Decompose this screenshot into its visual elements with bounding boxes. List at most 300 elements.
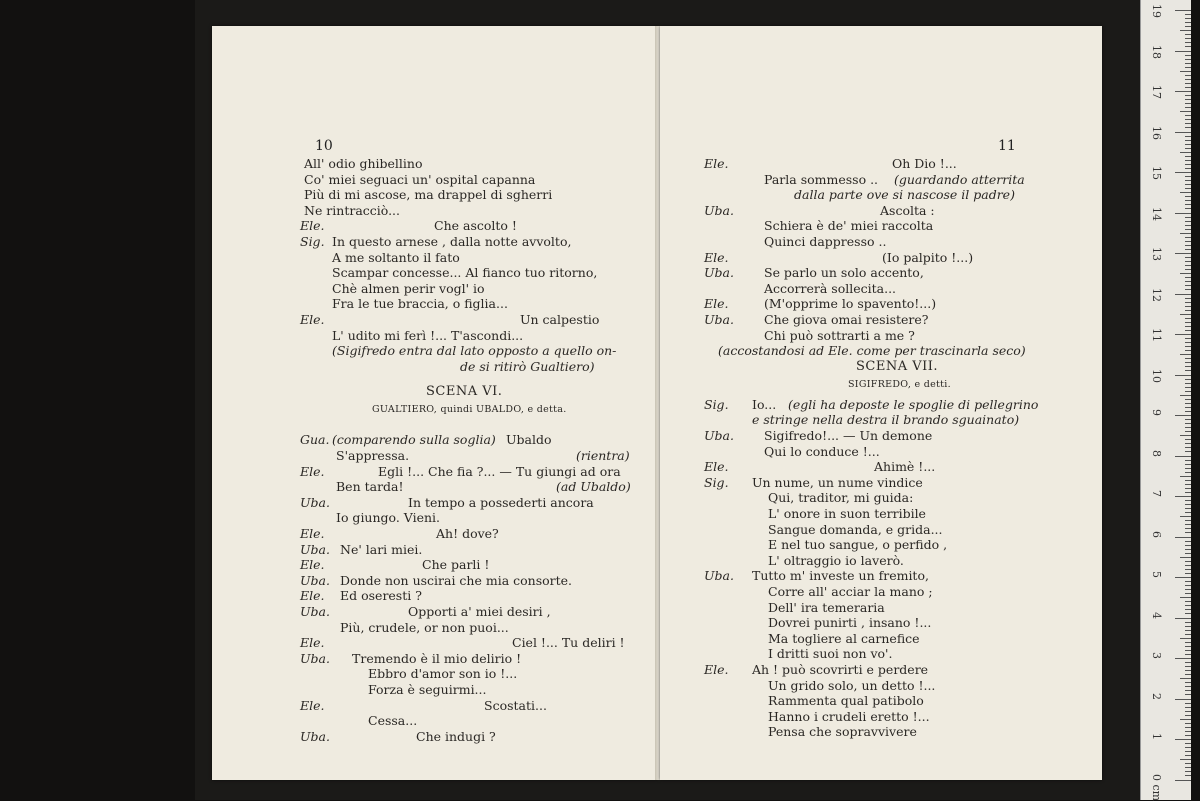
ruler-minor-tick [1185,87,1191,88]
text-line [660,490,1102,506]
line-text: Dovrei punirti , insano !... [768,615,932,631]
ruler-minor-tick [1185,22,1191,23]
ruler-minor-tick [1185,703,1191,704]
speaker-label: Sig. [300,234,325,249]
speaker-label: Ele. [300,697,325,713]
ruler-minor-tick [1185,674,1191,675]
ruler-minor-tick [1185,666,1191,667]
ruler-minor-tick [1185,188,1191,189]
ruler-minor-tick [1185,727,1191,728]
ruler-minor-tick [1185,204,1191,205]
line-text: Qui lo conduce !... [764,443,880,459]
ruler-minor-tick [1185,646,1191,647]
ruler-minor-tick [1185,605,1191,606]
ruler-minor-tick [1185,767,1191,768]
ruler-minor-tick [1185,581,1191,582]
speaker-label: Ele. [704,156,729,171]
ruler-minor-tick [1185,298,1191,299]
ruler-major-tick [1175,253,1191,254]
ruler-minor-tick [1185,160,1191,161]
ruler-minor-tick [1185,265,1191,266]
text-line [660,265,1102,281]
ruler-minor-tick [1185,622,1191,623]
ruler-label: 3 [1150,652,1163,659]
page-number-left: 10 [315,138,333,154]
speaker-label: Ele. [300,557,325,573]
ruler-minor-tick [1185,492,1191,493]
ruler-minor-tick [1185,585,1191,586]
ruler-minor-tick [1185,289,1191,290]
text-line [660,428,1102,444]
ruler-minor-tick [1185,484,1191,485]
right-page [660,26,1102,780]
ruler-minor-tick [1185,184,1191,185]
ruler-major-tick [1175,699,1191,700]
ruler-minor-tick [1185,682,1191,683]
ruler-minor-tick [1185,358,1191,359]
ruler-minor-tick [1185,626,1191,627]
line-text: Ahimè !... [874,459,936,475]
ruler-minor-tick [1185,119,1191,120]
ruler-minor-tick [1185,707,1191,708]
ruler-label: 1 [1150,733,1163,740]
ruler-minor-tick [1180,638,1191,639]
ruler-minor-tick [1180,759,1191,760]
text-line [212,666,658,682]
ruler-minor-tick [1185,208,1191,209]
text-line [660,234,1102,250]
text-line [212,156,658,172]
text-line [660,537,1102,553]
text-line [212,172,658,188]
ruler-minor-tick [1180,435,1191,436]
speaker-label: Uba. [704,265,734,281]
ruler-minor-tick [1180,273,1191,274]
speaker-label: Uba. [300,494,330,510]
ruler-minor-tick [1185,34,1191,35]
ruler-minor-tick [1185,634,1191,635]
text-line [660,343,1102,359]
ruler-minor-tick [1180,71,1191,72]
line-text: Fra le tue braccia, o figlia... [332,296,508,312]
text-line [660,631,1102,647]
text-line [660,724,1102,740]
ruler-minor-tick [1185,528,1191,529]
stage-direction: (guardando atterrita [894,171,1025,187]
ruler-minor-tick [1185,14,1191,15]
ruler-minor-tick [1185,310,1191,311]
line-text: S'appressa. [336,448,410,463]
text-line [212,526,658,542]
ruler-minor-tick [1185,755,1191,756]
ruler-minor-tick [1180,111,1191,112]
speaker-label: Sig. [704,474,729,490]
ruler-minor-tick [1180,597,1191,598]
line-text: In questo arnese , dalla notte avvolto, [332,234,572,249]
ruler-minor-tick [1185,686,1191,687]
ruler-minor-tick [1185,338,1191,339]
speaker-label: Uba. [704,428,734,443]
line-text: Io... [752,396,777,412]
ruler-label: 11 [1150,328,1163,342]
ruler-minor-tick [1185,318,1191,319]
ruler-minor-tick [1185,431,1191,432]
text-line [660,156,1102,172]
ruler-label: 15 [1150,166,1163,180]
text-line [660,296,1102,312]
line-text: Donde non uscirai che mia consorte. [340,572,573,588]
text-line [212,218,658,234]
line-text: I dritti suoi non vo'. [768,646,893,662]
speaker-label: Ele. [300,312,325,327]
text-line [660,397,1102,413]
ruler-minor-tick [1185,257,1191,258]
ruler-minor-tick [1185,731,1191,732]
text-line [212,729,658,745]
line-text: Chè almen perir vogl' io [332,280,485,296]
ruler-minor-tick [1185,229,1191,230]
ruler-minor-tick [1185,735,1191,736]
ruler-minor-tick [1180,719,1191,720]
text-line [660,218,1102,234]
text-line [660,600,1102,616]
text-line [212,464,658,480]
ruler-minor-tick [1185,200,1191,201]
speaker-label: Ele. [704,662,729,677]
text-line [212,479,658,495]
ruler-minor-tick [1185,715,1191,716]
ruler-minor-tick [1185,241,1191,242]
ruler-major-tick [1175,496,1191,497]
ruler-minor-tick [1185,342,1191,343]
ruler-minor-tick [1185,747,1191,748]
line-text: Pensa che sopravvivere [768,724,917,740]
line-text: Cessa... [368,713,418,729]
text-line [660,568,1102,584]
text-line [660,584,1102,600]
ruler-minor-tick [1180,516,1191,517]
line-text: L' oltraggio io laverò. [768,552,904,568]
ruler-minor-tick [1185,403,1191,404]
line-text: Ebbro d'amor son io !... [368,666,518,682]
line-text: Scostati... [484,697,547,713]
ruler-major-tick [1175,375,1191,376]
ruler-minor-tick [1185,423,1191,424]
text-line [212,343,658,359]
ruler-minor-tick [1185,723,1191,724]
ruler-minor-tick [1185,488,1191,489]
ruler-minor-tick [1185,144,1191,145]
speaker-label: Ele. [704,459,729,475]
line-text: Ben tarda! [336,479,404,495]
text-line [212,573,658,589]
ruler-minor-tick [1185,532,1191,533]
speaker-label: Uba. [300,572,330,588]
text-line [212,328,658,344]
ruler-minor-tick [1180,476,1191,477]
ruler-label: 0 cm [1150,773,1163,801]
line-text: Un nume, un nume vindice [752,474,923,490]
line-text: All' odio ghibellino [304,156,423,171]
text-line [212,281,658,297]
ruler-minor-tick [1185,549,1191,550]
ruler-major-tick [1175,213,1191,214]
text-line [212,448,658,464]
line-text: Che indugi ? [416,728,496,744]
ruler-label: 2 [1150,692,1163,700]
line-text: Un calpestio [520,312,600,327]
text-line [212,588,658,604]
ruler-minor-tick [1185,55,1191,56]
ruler-minor-tick [1185,237,1191,238]
scene-heading [212,384,658,400]
text-line [212,312,658,328]
ruler-minor-tick [1185,541,1191,542]
line-text: Scampar concesse... Al fianco tuo ritorno, [332,265,598,281]
ruler-minor-tick [1185,630,1191,631]
line-text: Ne' lari miei. [340,541,423,557]
text-line [212,620,658,636]
ruler-minor-tick [1185,743,1191,744]
line-text: Ascolta : [880,202,935,218]
ruler-minor-tick [1185,447,1191,448]
line-text: Forza è seguirmi... [368,682,487,697]
ruler-minor-tick [1185,245,1191,246]
text-line [212,495,658,511]
ruler-minor-tick [1185,281,1191,282]
ruler-minor-tick [1185,763,1191,764]
ruler-minor-tick [1185,366,1191,367]
ruler-label: 5 [1150,571,1163,578]
speaker-label: Uba. [704,202,734,218]
speaker-label: Uba. [300,650,330,666]
line-text: Oh Dio !... [892,156,957,171]
ruler-minor-tick [1185,95,1191,96]
stage-direction: (egli ha deposte le spoglie di pellegrino [788,396,1039,412]
ruler-minor-tick [1185,500,1191,501]
measurement-ruler [1140,0,1191,800]
ruler-label: 4 [1150,611,1163,619]
ruler-minor-tick [1185,269,1191,270]
ruler-minor-tick [1185,504,1191,505]
text-line [660,615,1102,631]
line-text: E nel tuo sangue, o perfido , [768,537,948,553]
text-line [660,312,1102,328]
speaker-label: Gua. [300,432,330,448]
ruler-major-tick [1175,334,1191,335]
speaker-label: Ele. [300,526,325,541]
line-text: Tremendo è il mio delirio ! [352,650,522,666]
page-number-right: 11 [998,138,1016,154]
ruler-label: 14 [1150,206,1163,221]
text-line [212,682,658,698]
text-line [660,250,1102,266]
ruler-minor-tick [1185,443,1191,444]
ruler-minor-tick [1185,83,1191,84]
text-line [212,713,658,729]
text-line [212,234,658,250]
ruler-minor-tick [1185,391,1191,392]
line-text: Dell' ira temeraria [768,599,885,615]
text-line [660,475,1102,491]
speaker-label: Ele. [300,463,325,479]
ruler-major-tick [1175,10,1191,11]
line-text: Chi può sottrarti a me ? [764,327,915,343]
line-text: Schiera è de' miei raccolta [764,218,934,234]
scene-characters [660,377,1102,393]
ruler-minor-tick [1180,395,1191,396]
ruler-minor-tick [1185,439,1191,440]
ruler-minor-tick [1185,46,1191,47]
ruler-minor-tick [1185,249,1191,250]
ruler-label: 17 [1150,85,1163,99]
ruler-minor-tick [1185,362,1191,363]
ruler-minor-tick [1185,771,1191,772]
line-text: Se parlo un solo accento, [764,265,924,281]
ruler-major-tick [1175,294,1191,295]
line-text: Qui, traditor, mi guida: [768,490,914,506]
ruler-minor-tick [1185,196,1191,197]
ruler-minor-tick [1185,176,1191,177]
line-text: Più, crudele, or non puoi... [340,619,509,635]
ruler-minor-tick [1185,472,1191,473]
speaker-label: Sig. [704,396,729,412]
ruler-minor-tick [1185,387,1191,388]
ruler-minor-tick [1185,694,1191,695]
line-text: SCENA VII. [856,358,939,374]
line-text: A me soltanto il fato [332,249,460,265]
text-line [660,172,1102,188]
ruler-minor-tick [1185,306,1191,307]
text-line [212,187,658,203]
ruler-minor-tick [1185,460,1191,461]
line-text: (M'opprime lo spavento!...) [764,296,937,312]
ruler-minor-tick [1185,107,1191,108]
text-line [212,265,658,281]
line-text: Ah ! può scovrirti e perdere [752,662,929,677]
line-text: Più di mi ascose, ma drappel di sgherri [304,187,553,203]
line-text: L' udito mi ferì !... T'ascondi... [332,327,524,343]
line-text: Co' miei seguaci un' ospital capanna [304,171,536,187]
ruler-major-tick [1175,577,1191,578]
ruler-minor-tick [1180,30,1191,31]
line-text: Egli !... Che fia ?... — Tu giungi ad ora [378,463,621,479]
text-line [212,604,658,620]
line-text: Che parli ! [422,557,490,573]
ruler-major-tick [1175,780,1191,781]
ruler-minor-tick [1185,127,1191,128]
ruler-minor-tick [1185,609,1191,610]
ruler-major-tick [1175,618,1191,619]
ruler-minor-tick [1185,67,1191,68]
ruler-minor-tick [1185,322,1191,323]
ruler-minor-tick [1185,148,1191,149]
ruler-major-tick [1175,132,1191,133]
ruler-minor-tick [1185,99,1191,100]
ruler-minor-tick [1185,168,1191,169]
line-text: Parla sommesso .. [764,171,879,187]
stage-direction: (ad Ubaldo) [556,479,631,495]
ruler-label: 6 [1150,530,1163,538]
text-line [660,646,1102,662]
ruler-minor-tick [1185,613,1191,614]
line-text: Accorrerà sollecita... [764,280,897,296]
speaker-label: Uba. [300,728,330,744]
line-text: Sigifredo!... — Un demone [764,428,933,443]
text-line [212,510,658,526]
text-line [212,250,658,266]
text-line [660,693,1102,709]
stage-direction: (Sigifredo entra dal lato opposto a quello on- [332,343,617,359]
speaker-label: Ele. [300,635,325,651]
line-text: (Io palpito !...) [882,249,974,265]
stage-direction: e stringe nella destra il brando sguainato) [752,412,1020,428]
line-text: SCENA VI. [426,384,503,400]
stage-direction: (comparendo sulla soglia) [332,432,496,448]
text-line [660,709,1102,725]
ruler-label: 9 [1150,409,1163,416]
ruler-major-tick [1175,91,1191,92]
ruler-minor-tick [1180,678,1191,679]
ruler-minor-tick [1185,573,1191,574]
ruler-major-tick [1175,537,1191,538]
text-line [660,203,1102,219]
ruler-minor-tick [1185,350,1191,351]
ruler-minor-tick [1185,18,1191,19]
ruler-minor-tick [1185,508,1191,509]
ruler-label: 12 [1150,287,1163,302]
ruler-minor-tick [1185,407,1191,408]
ruler-major-tick [1175,172,1191,173]
ruler-minor-tick [1185,136,1191,137]
ruler-minor-tick [1185,180,1191,181]
ruler-minor-tick [1185,670,1191,671]
ruler-minor-tick [1185,411,1191,412]
ruler-minor-tick [1185,383,1191,384]
line-text: SIGIFREDO, e detti. [848,378,951,390]
line-text: Io giungo. Vieni. [336,510,441,526]
ruler-minor-tick [1185,164,1191,165]
ruler-minor-tick [1185,326,1191,327]
ruler-minor-tick [1185,79,1191,80]
speaker-label: Ele. [704,296,729,312]
text-line [212,651,658,667]
speaker-label: Uba. [300,604,330,619]
ruler-minor-tick [1185,650,1191,651]
ruler-minor-tick [1185,302,1191,303]
ruler-minor-tick [1185,775,1191,776]
text-line [212,557,658,573]
ruler-minor-tick [1185,565,1191,566]
ruler-minor-tick [1185,59,1191,60]
ruler-minor-tick [1185,225,1191,226]
speaker-label: Ele. [300,588,325,604]
text-line [660,187,1102,203]
ruler-minor-tick [1185,561,1191,562]
ruler-minor-tick [1180,354,1191,355]
text-line [660,522,1102,538]
line-text: Un grido solo, un detto !... [768,677,936,693]
ruler-label: 7 [1150,490,1163,497]
text-line [212,698,658,714]
ruler-minor-tick [1185,75,1191,76]
line-text: Rammenta qual patibolo [768,693,924,709]
line-text: In tempo a possederti ancora [408,494,594,510]
ruler-minor-tick [1185,346,1191,347]
speaker-label: Ele. [704,249,729,265]
line-text: Hanno i crudeli eretto !... [768,708,930,724]
text-line [660,553,1102,569]
